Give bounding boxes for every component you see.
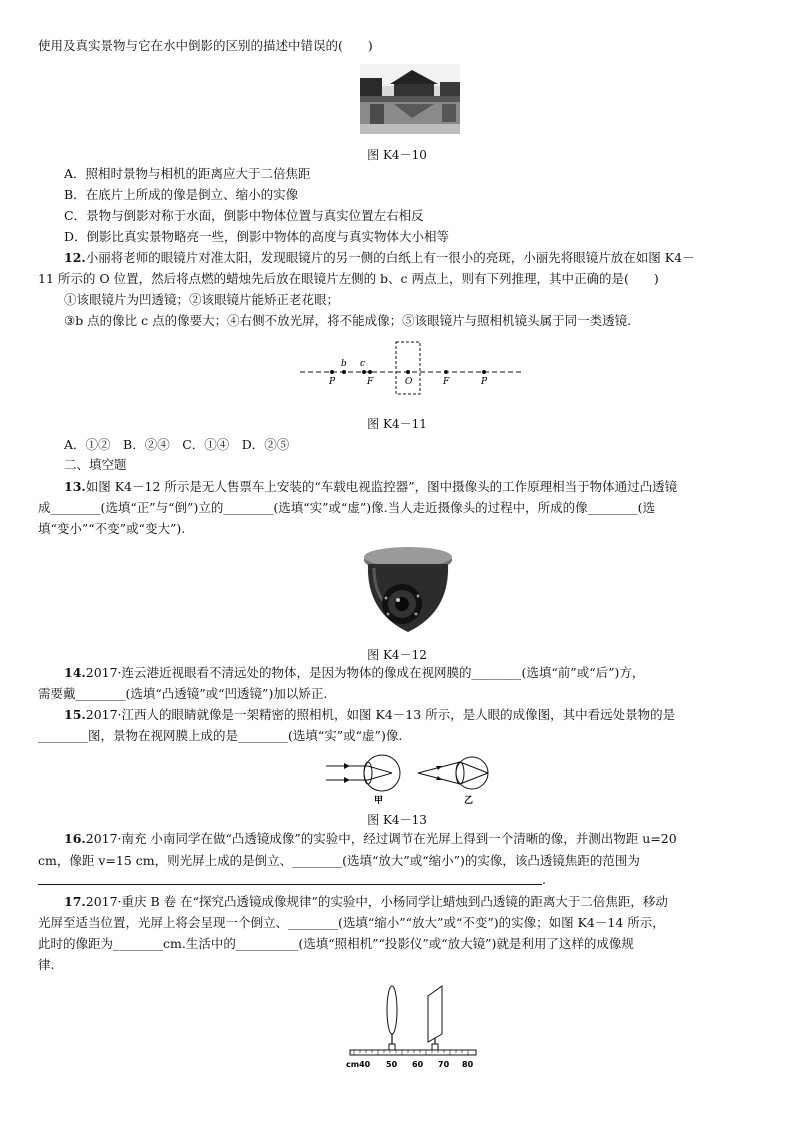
q15-number: 15. (64, 707, 86, 722)
label-f-left: F (367, 377, 374, 387)
q14-line1 (64, 665, 644, 681)
q14-number: 14. (64, 665, 86, 680)
q17-line4: 律. (38, 957, 55, 972)
q17-line1 (64, 894, 668, 910)
figure-caption-k4-11: 图 K4－11 (367, 417, 427, 431)
answer-blank-line (38, 884, 542, 885)
ruler-label-60: 60 (412, 1060, 424, 1069)
label-f-right: F (443, 377, 450, 387)
dome-camera-image (360, 542, 456, 638)
q12-line3: ①该眼镜片为凹透镜；②该眼镜片能矫正老花眼； (64, 292, 340, 307)
q16-number: 16. (64, 831, 86, 846)
label-yi: 乙 (464, 796, 474, 806)
ruler-label-70: 70 (438, 1060, 450, 1069)
q16-line1-text: 2017·南充 小南同学在做“凸透镜成像”的实验中，经过调节在光屏上得到一个清晰的像，并测出物距 u=20 (85, 831, 677, 846)
q12-line2: 11 所示的 O 位置，然后将点燃的蜡烛先后放在眼镜片左侧的 b、c 两点上，则有下列推理，其中正确的是( ) (38, 271, 659, 286)
q15-line2: ________图，景物在视网膜上成的是________(选填“实”或“虚”)像. (38, 728, 403, 743)
q11-option-d: D．倒影比真实景物略亮一些，倒影中物体的高度与真实物体大小相等 (64, 229, 450, 244)
ruler-label-40: cm40 (346, 1060, 371, 1069)
figure-caption-k4-13: 图 K4－13 (367, 813, 427, 827)
q13-line1-text: 如图 K4－12 所示是无人售票车上安装的“车载电视监控器”，图中摄像头的工作原理相当于物体通过凸透镜 (85, 479, 678, 494)
section-title: 二、填空题 (64, 457, 127, 472)
figure-caption-k4-10: 图 K4－10 (367, 148, 427, 162)
eye-diagrams (324, 750, 490, 808)
label-b: b (341, 359, 347, 369)
q13-number: 13. (64, 479, 86, 494)
q17-line1-text: 2017·重庆 B 卷 在“探究凸透镜成像规律”的实验中，小杨同学让蜡烛到凸透镜的距离大于二倍焦距，移动 (85, 894, 668, 909)
q12-line1 (64, 250, 695, 266)
ruler-label-50: 50 (386, 1060, 398, 1069)
optical-bench (344, 982, 480, 1072)
label-p-right: P (481, 377, 488, 387)
q12-options: A．①② B．②④ C．①④ D．②⑤ (64, 437, 290, 452)
q17-line2: 光屏至适当位置，光屏上将会呈现一个倒立、________(选填“缩小”“放大”或“不变”)的实像；如图 K4－14 所示， (38, 915, 665, 930)
q11-option-b: B．在底片上所成的像是倒立、缩小的实像 (64, 187, 299, 202)
q13-line1 (64, 479, 677, 495)
label-o: O (405, 377, 413, 387)
q15-line1-text: 2017·江西人的眼睛就像是一架精密的照相机，如图 K4－13 所示，是人眼的成像图，其中看远处景物的是 (85, 707, 676, 722)
q13-line2: 成________(选填“正”与“倒”)立的________(选填“实”或“虚”)像.当人走近摄像头的过程中，所成的像________(选 (38, 500, 655, 515)
optical-axis-diagram (300, 338, 522, 396)
garden-photo (360, 64, 460, 134)
q15-line1 (64, 707, 675, 723)
q16-line1 (64, 831, 677, 847)
label-jia: 甲 (374, 796, 384, 806)
q11-stem-tail: 使用及真实景物与它在水中倒影的区别的描述中错误的( ) (38, 38, 373, 53)
figure-caption-k4-12: 图 K4－12 (367, 648, 427, 662)
ruler-label-80: 80 (462, 1060, 474, 1069)
q14-line1-text: 2017·连云港近视眼看不清远处的物体，是因为物体的像成在视网膜的________(选填“前”或“后”)方， (85, 665, 645, 680)
q14-line2: 需要戴________(选填“凸透镜”或“凹透镜”)加以矫正. (38, 686, 328, 701)
label-c: c (360, 359, 366, 369)
q13-line3: 填“变小”“不变”或“变大”). (38, 521, 186, 536)
q17-number: 17. (64, 894, 86, 909)
q11-option-a: A．照相时景物与相机的距离应大于二倍焦距 (64, 166, 311, 181)
q12-line1-text: 小丽将老师的眼镜片对准太阳，发现眼镜片的另一侧的白纸上有一很小的亮斑，小丽先将眼镜片放在如图 K4－ (85, 250, 695, 265)
q16-line2: cm，像距 v=15 cm，则光屏上成的是倒立、________(选填“放大”或“缩小”)的实像，该凸透镜焦距的范围为 (38, 853, 640, 868)
q12-number: 12. (64, 250, 86, 265)
label-p-left: P (329, 377, 336, 387)
q16-line3: . (542, 872, 546, 887)
q17-line3: 此时的像距为________cm.生活中的__________(选填“照相机”“投影仪”或“放大镜”)就是利用了这样的成像规 (38, 936, 634, 951)
q12-line4: ③b 点的像比 c 点的像要大；④右侧不放光屏，将不能成像；⑤该眼镜片与照相机镜头属于同一类透镜. (64, 313, 632, 328)
q11-option-c: C．景物与倒影对称于水面，倒影中物体位置与真实位置左右相反 (64, 208, 424, 223)
